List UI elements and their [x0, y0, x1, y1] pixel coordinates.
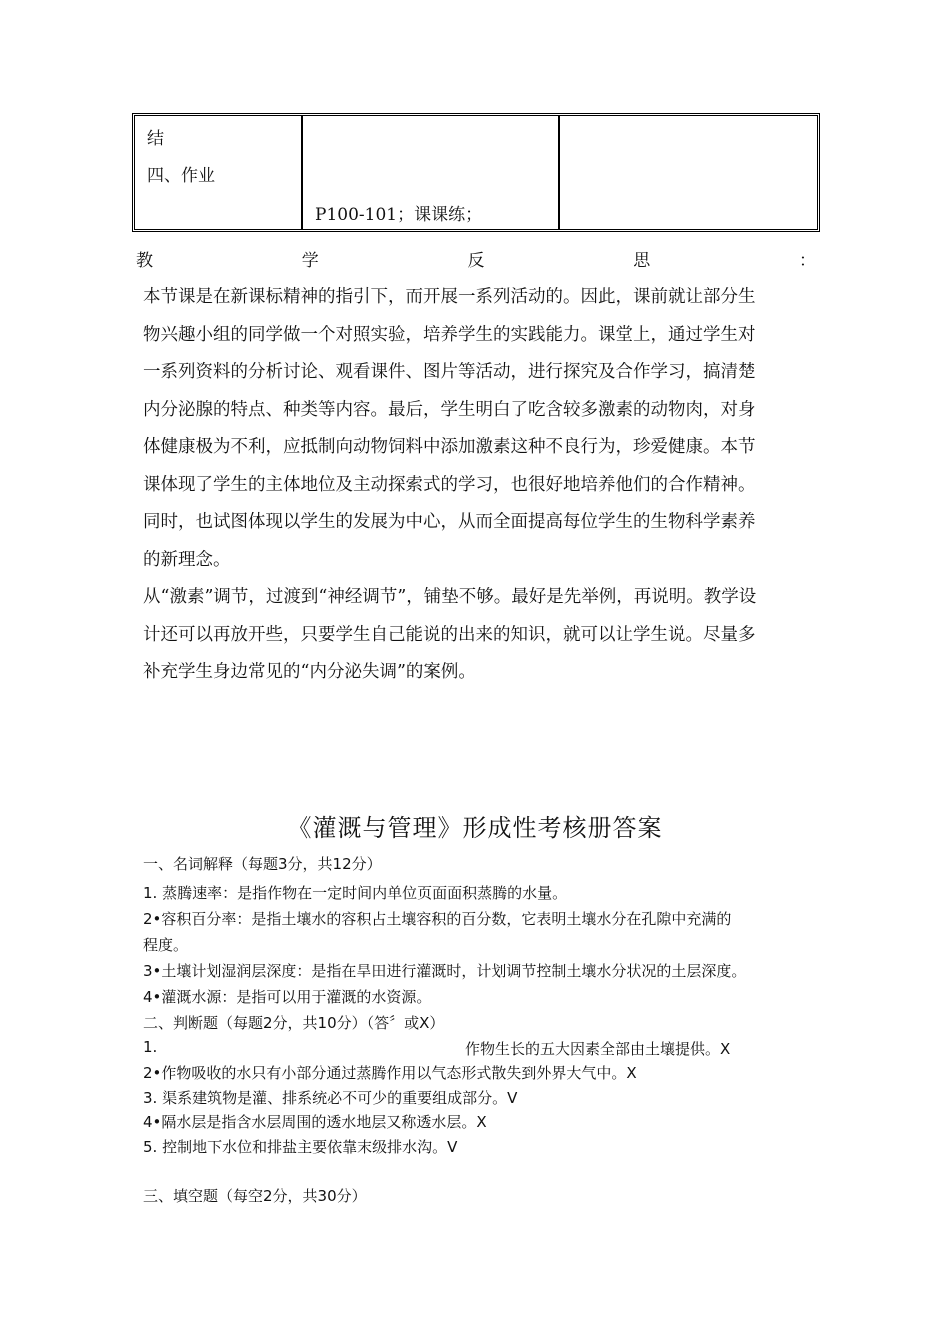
- reflection-heading-char: 学: [301, 251, 319, 271]
- reflection-line: 一系列资料的分析讨论、观看课件、图片等活动，进行探究及合作学习，搞清楚: [143, 362, 756, 382]
- section2-item: 2•作物吸收的水只有小部分通过蒸腾作用以气态形式散失到外界大气中。X: [143, 1064, 637, 1082]
- table-col-3: [560, 116, 817, 229]
- reflection-line: 体健康极为不利，应抵制向动物饲料中添加激素这种不良行为，珍爱健康。本节: [143, 437, 756, 457]
- reflection-paragraph: [143, 279, 823, 692]
- section2-item: 5. 控制地下水位和排盐主要依靠末级排水沟。V: [143, 1138, 458, 1156]
- table-cell-homework-label: 四、作业: [147, 166, 215, 186]
- table-cell-homework-content: P100-101；课课练；: [315, 205, 483, 225]
- reflection-line: 课体现了学生的主体地位及主动探索式的学习，也很好地培养他们的合作精神。: [143, 474, 756, 495]
- reflection-line: 内分泌腺的特点、种类等内容。最后，学生明白了吃含较多激素的动物肉，对身: [143, 399, 756, 420]
- section2-item: 4•隔水层是指含水层周围的透水地层又称透水层。X: [143, 1113, 487, 1131]
- reflection-line: 物兴趣小组的同学做一个对照实验，培养学生的实践能力。课堂上，通过学生对: [143, 324, 756, 345]
- table-cell-jie: 结: [147, 129, 164, 149]
- section2-item1-number: 1.: [143, 1038, 158, 1056]
- answer-title: 《灌溉与管理》形成性考核册答案: [287, 814, 663, 842]
- reflection-line: 的新理念。: [143, 549, 231, 570]
- table-col-2: [303, 116, 560, 229]
- reflection-heading-char: 教: [136, 251, 153, 271]
- reflection-line: 同时，也试图体现以学生的发展为中心，从而全面提高每位学生的生物科学素养: [143, 512, 756, 532]
- section3-heading: 三、填空题（每空2分，共30分）: [143, 1187, 367, 1205]
- section2-item: 3. 渠系建筑物是灌、排系统必不可少的重要组成部分。V: [143, 1089, 518, 1107]
- reflection-heading-char: 反: [467, 251, 485, 271]
- section1-item: 3•土壤计划湿润层深度：是指在旱田进行灌溉时，计划调节控制土壤水分状况的土层深度。: [143, 962, 747, 980]
- reflection-heading-char: 思: [633, 251, 651, 271]
- reflection-line: 本节课是在新课标精神的指引下，而开展一系列活动的。因此，课前就让部分生: [143, 287, 756, 307]
- section2-heading: 二、判断题（每题2分，共10分）（答〞或X）: [143, 1014, 445, 1032]
- reflection-heading: [136, 246, 816, 272]
- section1-item: 4•灌溉水源：是指可以用于灌溉的水资源。: [143, 988, 432, 1006]
- section1-item: 2•容积百分率：是指土壤水的容积占土壤容积的百分数，它表明土壤水分在孔隙中充满的: [143, 910, 732, 928]
- table-col-1: [135, 116, 303, 229]
- section1-item: 程度。: [143, 936, 189, 954]
- reflection-line: 从“激素”调节，过渡到“神经调节”，铺垫不够。最好是先举例，再说明。教学设: [143, 587, 757, 607]
- reflection-heading-char: ：: [799, 251, 816, 271]
- lesson-table: [132, 113, 820, 232]
- reflection-line: 补充学生身边常见的“内分泌失调”的案例。: [143, 662, 476, 682]
- section1-heading: 一、名词解释（每题3分，共12分）: [143, 855, 382, 873]
- section2-item1-text: 作物生长的五大因素全部由土壤提供。X: [465, 1040, 731, 1058]
- section1-item: 1. 蒸腾速率：是指作物在一定时间内单位页面面积蒸腾的水量。: [143, 884, 568, 902]
- reflection-line: 计还可以再放开些，只要学生自己能说的出来的知识，就可以让学生说。尽量多: [143, 624, 756, 645]
